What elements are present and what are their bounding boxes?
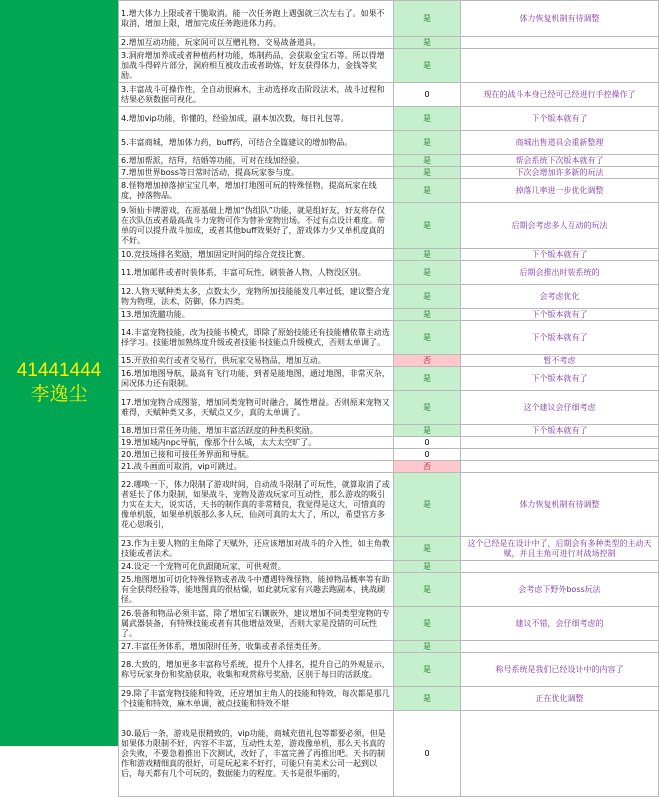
table-row bbox=[119, 285, 659, 309]
name-cell-content bbox=[0, 360, 118, 406]
reply-note-cell[interactable] bbox=[461, 437, 659, 449]
reply-note-cell[interactable]: 会考虑下野外boss玩法 bbox=[461, 573, 659, 607]
suggestion-cell[interactable]: 16.增加地图导航，最高有飞行功能，到者是能地图，通过地图，非常灭杂，闲况体力还有限制。 bbox=[119, 367, 394, 391]
reply-note-cell[interactable]: 帮会系统下次版本就有了 bbox=[461, 155, 659, 167]
reply-note-cell[interactable]: 下个版本就有了 bbox=[461, 425, 659, 437]
reply-note-cell[interactable] bbox=[461, 641, 659, 653]
table-row bbox=[119, 155, 659, 167]
adopted-flag-cell[interactable]: 是 bbox=[394, 473, 461, 537]
adopted-flag-cell[interactable]: 0 bbox=[394, 83, 461, 107]
reply-note-cell[interactable]: 下次会增加许多新的玩法 bbox=[461, 167, 659, 179]
suggestion-cell[interactable]: 11.增加邮件或者时装体系，丰富可玩性，刷装备人物，人物没区别。 bbox=[119, 261, 394, 285]
adopted-flag-cell[interactable]: 否 bbox=[394, 355, 461, 367]
adopted-flag-cell[interactable]: 是 bbox=[394, 309, 461, 321]
reply-note-cell[interactable]: 后期会考虑多人互动的玩法 bbox=[461, 203, 659, 249]
adopted-flag-cell[interactable]: 是 bbox=[394, 561, 461, 573]
table-row bbox=[119, 83, 659, 107]
table-row bbox=[119, 321, 659, 355]
table-row bbox=[119, 437, 659, 449]
table-row bbox=[119, 367, 659, 391]
adopted-flag-cell[interactable]: 是 bbox=[394, 155, 461, 167]
adopted-flag-cell[interactable]: 是 bbox=[394, 391, 461, 425]
suggestion-cell[interactable]: 23.作为主要人物的主角除了天赋外，还应该增加对战斗的介入性，如主角教技能或者法术。 bbox=[119, 537, 394, 561]
reply-note-cell[interactable]: 下个版本就有了 bbox=[461, 367, 659, 391]
suggestion-cell[interactable]: 29.除了丰富宠物技能和特效，还应增加主角人的技能和特效，每次都是那几个技能和特效，麻木单调，被点技能和特效不堪 bbox=[119, 687, 394, 711]
adopted-flag-cell[interactable]: 0 bbox=[394, 437, 461, 449]
reply-note-cell[interactable]: 下个版本就有了 bbox=[461, 309, 659, 321]
adopted-flag-cell[interactable]: 是 bbox=[394, 285, 461, 309]
adopted-flag-cell[interactable]: 是 bbox=[394, 321, 461, 355]
suggestion-cell[interactable]: 13.增加洗髓功能。 bbox=[119, 309, 394, 321]
suggestion-cell[interactable]: 27.丰富任务体系，增加限时任务，收集或者杀怪类任务。 bbox=[119, 641, 394, 653]
reply-note-cell[interactable]: 掉落几率进一步优化调整 bbox=[461, 179, 659, 203]
reply-note-cell[interactable] bbox=[461, 461, 659, 473]
adopted-flag-cell[interactable]: 0 bbox=[394, 449, 461, 461]
adopted-flag-cell[interactable]: 是 bbox=[394, 367, 461, 391]
table-row bbox=[119, 179, 659, 203]
adopted-flag-cell[interactable]: 是 bbox=[394, 107, 461, 131]
reply-note-cell[interactable]: 这个建议会仔细考虑 bbox=[461, 391, 659, 425]
reply-note-cell[interactable]: 下个版本就有了 bbox=[461, 107, 659, 131]
table-row bbox=[119, 261, 659, 285]
table-row bbox=[119, 607, 659, 641]
reply-note-cell[interactable] bbox=[461, 37, 659, 49]
suggestion-cell[interactable]: 24.设定一个宠物可化仇跟随玩家，可供观赏。 bbox=[119, 561, 394, 573]
user-name: 李逸尘 bbox=[30, 383, 88, 405]
reply-note-cell[interactable]: 体力恢复机制有待调整 bbox=[461, 1, 659, 37]
table-row bbox=[119, 167, 659, 179]
adopted-flag-cell[interactable]: 是 bbox=[394, 49, 461, 83]
table-row bbox=[119, 641, 659, 653]
table-row bbox=[119, 131, 659, 155]
reply-note-cell[interactable]: 建议不错，会仔细考虑的 bbox=[461, 607, 659, 641]
table-row bbox=[119, 249, 659, 261]
suggestion-cell[interactable]: 8.怪物增加掉落掉宝宝几率，增加打地图可玩的特殊怪物，提高玩家在线度，掉落物品。 bbox=[119, 179, 394, 203]
suggestion-cell[interactable]: 2.增加互动功能，玩家间可以互赠礼物、交易战备道具。 bbox=[119, 37, 394, 49]
suggestion-cell[interactable]: 25.地图增加可切化特殊怪物或者战斗中遭遇特殊怪物，能掉物品概率等有助有全获得经验等，能地图真的很枯燥，如此就玩家有兴趣去跑副本，挑战刷怪。 bbox=[119, 573, 394, 607]
suggestion-cell[interactable]: 18.增加日常任务功能，增加丰富活跃度的种类积奖励。 bbox=[119, 425, 394, 437]
reply-note-cell[interactable]: 现在的战斗本身已经可已经进行手控操作了 bbox=[461, 83, 659, 107]
user-id: 41441444 bbox=[16, 360, 102, 381]
adopted-flag-cell[interactable]: 是 bbox=[394, 179, 461, 203]
reply-note-cell[interactable] bbox=[461, 49, 659, 83]
suggestion-cell[interactable]: 3.丰富战斗可操作性，全自动很麻木，主动选择攻击阶段法术，战斗过程和结果必须数据可视化。 bbox=[119, 83, 394, 107]
table-row bbox=[119, 687, 659, 711]
reply-note-cell[interactable]: 体力恢复机制有待调整 bbox=[461, 473, 659, 537]
suggestion-cell[interactable]: 30.最后一条，游戏是很精致的，vip功能，商城充值礼包等都要必须，但是如果体力限制不好，内容不丰富，互动性太差，游戏像单机，那么天书真的会失败，不要急着推出下次测试，改好了，丰富完善了再推出吧。天书的制作和游戏精细真的很好，可是玩起来不好打，可能只有美术公司一起到以后，每天都有几个可玩的，数据能力的程度。天书是很华丽的， bbox=[119, 711, 394, 797]
reply-note-cell[interactable] bbox=[461, 711, 659, 797]
table-row bbox=[119, 473, 659, 537]
suggestion-cell[interactable]: 4.增加vip功能，你懂的，经验加成，副本加次数，每日礼包等。 bbox=[119, 107, 394, 131]
suggestion-cell[interactable]: 22.哪唤一下，体力限制了游戏时间，自动战斗限制了可玩性，就算取消了或者延长了体力限制，如果战斗，宠物及游戏玩家可互动性，那么游戏的吸引力实在太大，说实话，天书的制作真的非常精良，我觉得是这大，可惜真的像单机版，如果单机版那么多人玩，仙剑可真的太大了，所以，希望官方多花心思吸引， bbox=[119, 473, 394, 537]
adopted-flag-cell[interactable]: 是 bbox=[394, 573, 461, 607]
table-row bbox=[119, 391, 659, 425]
adopted-flag-cell[interactable]: 是 bbox=[394, 167, 461, 179]
table-row bbox=[119, 537, 659, 561]
adopted-flag-cell[interactable]: 否 bbox=[394, 461, 461, 473]
reply-note-cell[interactable]: 会考虑优化 bbox=[461, 285, 659, 309]
adopted-flag-cell[interactable]: 是 bbox=[394, 653, 461, 687]
table-row bbox=[119, 355, 659, 367]
suggestion-cell[interactable]: 1.增大体力上限或者干脆取消。能一次任务跑上遇强就三次左右了。如果不取消，增加上限，增加完成任务跑进体力药。 bbox=[119, 1, 394, 37]
feedback-table bbox=[118, 0, 659, 797]
table-row bbox=[119, 461, 659, 473]
adopted-flag-cell[interactable]: 0 bbox=[394, 711, 461, 797]
adopted-flag-cell[interactable]: 是 bbox=[394, 641, 461, 653]
suggestion-cell[interactable]: 12.人物天赋种类太多，点数太少，宠物所加技能能发几率过低，建议整合宠物为物理，法术，防御，体力四类。 bbox=[119, 285, 394, 309]
suggestion-cell[interactable]: 20.增加已接和可接任务界面和导航。 bbox=[119, 449, 394, 461]
reply-note-cell[interactable]: 暂不考虑 bbox=[461, 355, 659, 367]
table-row bbox=[119, 1, 659, 37]
table-row bbox=[119, 711, 659, 797]
suggestion-cell[interactable]: 5.丰富商城，增加体力药，buff药，可结合全篇建议的增加物品。 bbox=[119, 131, 394, 155]
reply-note-cell[interactable]: 正在优化调整 bbox=[461, 687, 659, 711]
table-row bbox=[119, 561, 659, 573]
suggestion-cell[interactable]: 9.领仙卡牌游戏，在原基础上增加“伪组队”功能，就是组好友，好友将存仅在次队伍或者最高战斗力宠物可作为替补宠物出场。不过有点设计难度。带单的可以提升战斗加成，或者其他buff效果好了，游戏体力少又单机度真的不好。 bbox=[119, 203, 394, 249]
table-row bbox=[119, 203, 659, 249]
reply-note-cell[interactable]: 这个已经是在设计中了，后期会有多种类型的主动天赋，并且主角可进行对战场控制 bbox=[461, 537, 659, 561]
adopted-flag-cell[interactable]: 是 bbox=[394, 425, 461, 437]
table-row bbox=[119, 107, 659, 131]
adopted-flag-cell[interactable]: 是 bbox=[394, 261, 461, 285]
adopted-flag-cell[interactable]: 是 bbox=[394, 131, 461, 155]
reply-note-cell[interactable] bbox=[461, 449, 659, 461]
adopted-flag-cell[interactable]: 是 bbox=[394, 607, 461, 641]
table-row bbox=[119, 49, 659, 83]
suggestion-cell[interactable]: 10.竞技场排名奖励，增加固定时间的综合竞技比赛。 bbox=[119, 249, 394, 261]
adopted-flag-cell[interactable]: 是 bbox=[394, 537, 461, 561]
merged-name-cell[interactable] bbox=[0, 0, 119, 746]
adopted-flag-cell[interactable]: 是 bbox=[394, 37, 461, 49]
suggestion-cell[interactable]: 7.增加世界boss等日常时活动，提高玩家参与度。 bbox=[119, 167, 394, 179]
suggestion-cell[interactable]: 3.洞府增加养成或者种植药材功能，炼制药品，会获取金宝石等。所以得增加战斗得碎片部分，洞府相互被攻击或者助炼，好友获得体力，金钱等奖励。 bbox=[119, 49, 394, 83]
table-row bbox=[119, 309, 659, 321]
reply-note-cell[interactable]: 商城出售道具会重新整理 bbox=[461, 131, 659, 155]
adopted-flag-cell[interactable]: 是 bbox=[394, 203, 461, 249]
suggestion-cell[interactable]: 28.大致的，增加更多丰富称号系统，提升个人排名，提升自己的外观显示，称号玩家身份和奖励获取，收集和观赏称号奖励，区别于每日的活跃度。 bbox=[119, 653, 394, 687]
reply-note-cell[interactable]: 称号系统是我们已经设计中的内容了 bbox=[461, 653, 659, 687]
suggestion-cell[interactable]: 17.增加宠物合成图鉴，增加同类宠物可时融合，属性增益。否则原来宠物又难得，天赋种类又多，天赋点又少，真的太单调了。 bbox=[119, 391, 394, 425]
suggestion-cell[interactable]: 19.增加城内npc导航，像那个什么城，太大太空旷了。 bbox=[119, 437, 394, 449]
reply-note-cell[interactable]: 下个版本就有了 bbox=[461, 249, 659, 261]
table-row bbox=[119, 37, 659, 49]
table-row bbox=[119, 449, 659, 461]
adopted-flag-cell[interactable]: 是 bbox=[394, 249, 461, 261]
reply-note-cell[interactable] bbox=[461, 561, 659, 573]
table-row bbox=[119, 425, 659, 437]
adopted-flag-cell[interactable]: 是 bbox=[394, 1, 461, 37]
reply-note-cell[interactable]: 后期会推出时装系统的 bbox=[461, 261, 659, 285]
suggestion-cell[interactable]: 15.开放拍卖行或者交易行，供玩家交易物品，增加互动。 bbox=[119, 355, 394, 367]
table-row bbox=[119, 653, 659, 687]
suggestion-cell[interactable]: 6.增加帮派，结拜，结婚等功能，可对在线加经验。 bbox=[119, 155, 394, 167]
reply-note-cell[interactable]: 下个版本就有了 bbox=[461, 321, 659, 355]
adopted-flag-cell[interactable]: 是 bbox=[394, 687, 461, 711]
suggestion-cell[interactable]: 21.战斗画面可取消，vip可跳过。 bbox=[119, 461, 394, 473]
suggestion-cell[interactable]: 14.丰富宠物技能，改为技能书模式，即除了原始技能还有技能槽依靠主动选择学习。技能增加熟练度升级或者技能书技能点升级模式，否则太单调了。 bbox=[119, 321, 394, 355]
suggestion-cell[interactable]: 26.装备和物品必须丰富，除了增加宝石镶嵌外，建议增加不同类型宠物的专属武器装备，有特殊技能或者有其他增益效果，否则大家是没错的可玩性了。 bbox=[119, 607, 394, 641]
table-row bbox=[119, 573, 659, 607]
